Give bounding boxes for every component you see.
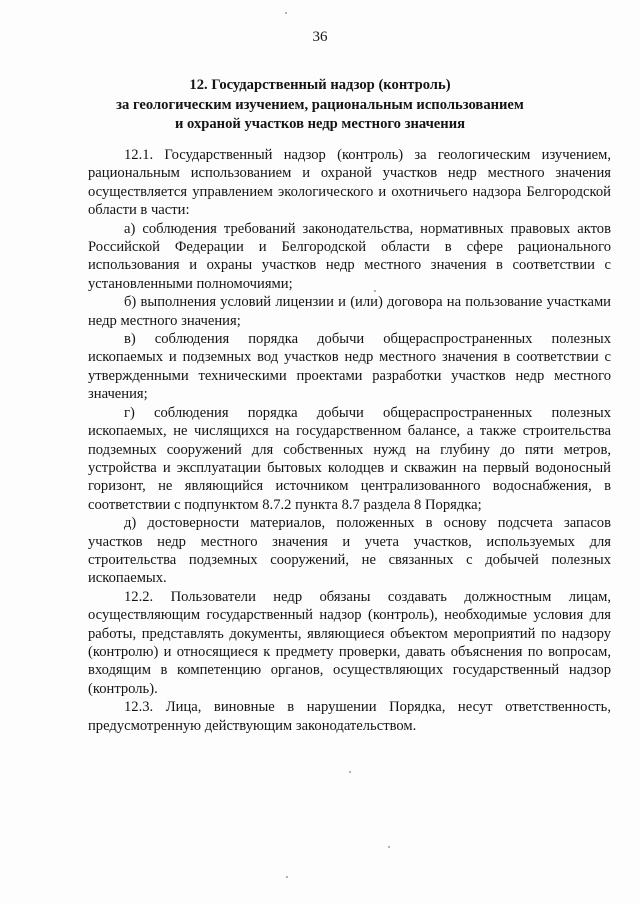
paragraph-12-1: 12.1. Государственный надзор (контроль) за геологическим изучением, рациональным использованием и охраной участков недр местного значения осуществляется управлением экологического и охотничьего надзора Белгородской области в части: bbox=[88, 147, 611, 219]
paragraph-item-g: г) соблюдения порядка добычи общераспространенных полезных ископаемых, не числящихся на государственном балансе, а также строительства подземных сооружений для собственных нужд на глубину до пяти метров, устройства и эксплуатации бытовых колодцев и скважин на первый водоносный горизонт, не являющийся источником централизованного водоснабжения, в соответствии с подпунктом 8.7.2 пункта 8.7 раздела 8 Порядка; bbox=[88, 404, 611, 513]
paragraph-item-b: б) выполнения условий лицензии и (или) договора на пользование участками недр местного значения; bbox=[88, 294, 611, 329]
section-title-line-1: 12. Государственный надзор (контроль) bbox=[189, 77, 451, 93]
scan-speck bbox=[286, 876, 288, 878]
section-title bbox=[60, 76, 580, 135]
scan-speck bbox=[388, 846, 390, 848]
paragraph-item-v: в) соблюдения порядка добычи общераспространенных полезных ископаемых и подземных вод участков недр местного значения в соответствии с утвержденными техническими проектами разработки участков недр местного значения; bbox=[88, 331, 611, 403]
paragraph-12-2: 12.2. Пользователи недр обязаны создавать должностным лицам, осуществляющим государственный надзор (контроль), необходимые условия для работы, представлять документы, являющиеся объектом мероприятий по надзору (контролю) и относящиеся к предмету проверки, давать объяснения по вопросам, входящим в компетенцию органов, осуществляющих государственный надзор (контроль). bbox=[88, 588, 611, 697]
section-title-line-3: и охраной участков недр местного значения bbox=[174, 116, 465, 132]
paragraph-item-d: д) достоверности материалов, положенных в основу подсчета запасов участков недр местного значения и учета участков, используемых для строительства подземных сооружений, не связанных с добычей полезных ископаемых. bbox=[88, 515, 611, 587]
page-number: 36 bbox=[312, 29, 328, 45]
scan-speck bbox=[374, 290, 376, 292]
paragraph-12-3: 12.3. Лица, виновные в нарушении Порядка, несут ответственность, предусмотренную действующим законодательством. bbox=[88, 699, 611, 734]
document-body bbox=[88, 146, 611, 735]
scan-speck bbox=[285, 12, 287, 14]
paragraph-item-a: а) соблюдения требований законодательства, нормативных правовых актов Российской Федерации и Белгородской области в сфере рационального использования и охраны участков недр местного значения в соответствии с установленными полномочиями; bbox=[88, 220, 611, 292]
section-title-line-2: за геологическим изучением, рациональным использованием bbox=[116, 96, 524, 113]
scan-speck bbox=[349, 771, 351, 773]
